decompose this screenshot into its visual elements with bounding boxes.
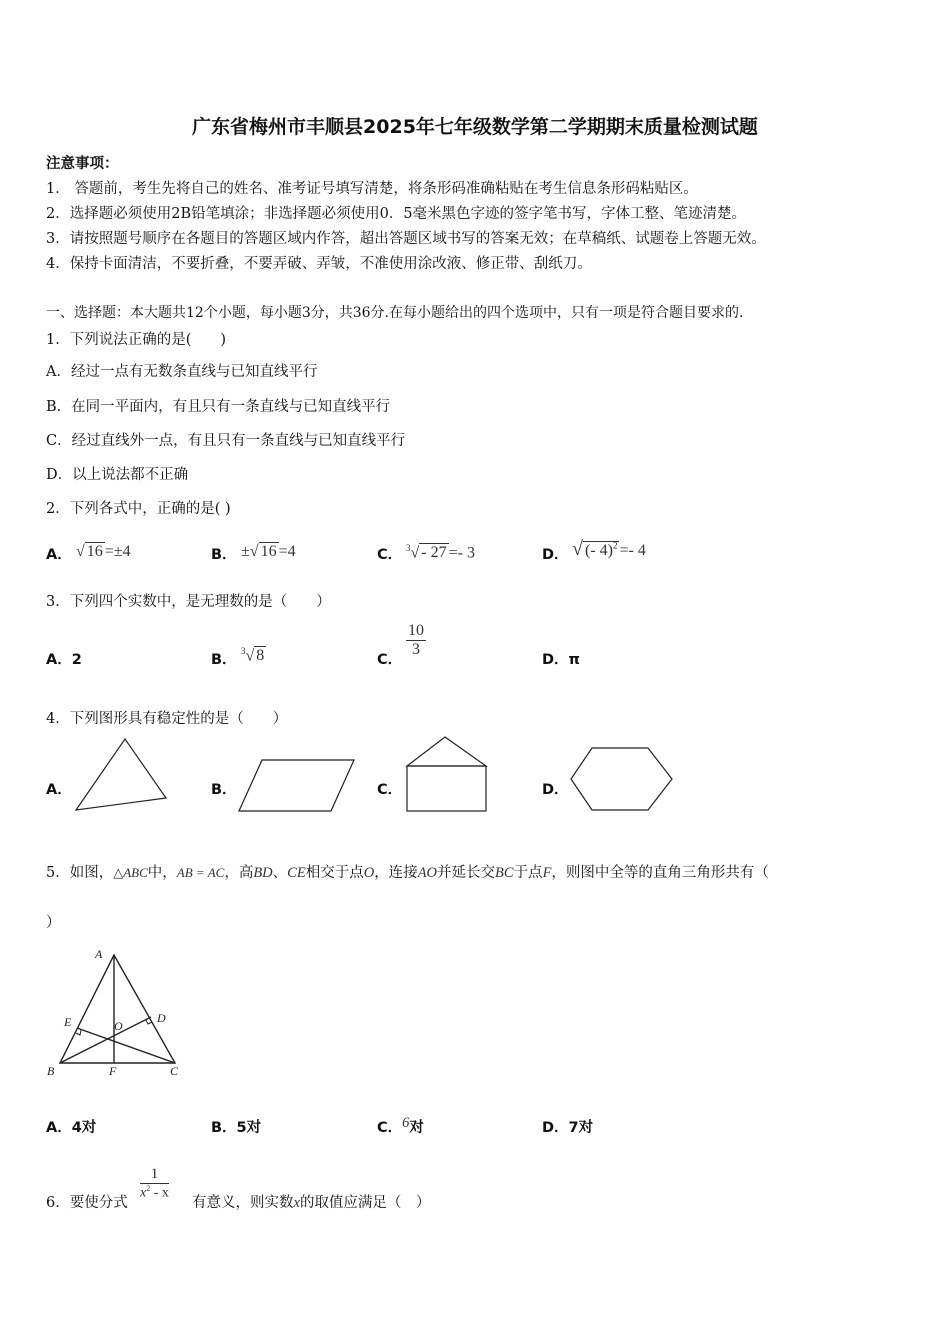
q4-option-c-label: C．: [377, 782, 403, 798]
q2-option-d-label: D．: [542, 547, 569, 563]
q5-option-b: B．5对: [211, 1120, 262, 1136]
q5-option-d: D．7对: [542, 1120, 594, 1136]
triangle-figure: [72, 736, 172, 816]
q5-stem: 5．如图，△ABC中，AB = AC，高BD、CE相交于点O，连接AO并延长交BC于点F，则图中全等的直角三角形共有（: [46, 865, 769, 881]
notice-item: 3．请按照题号顺序在各题目的答题区域内作答，超出答题区域书写的答案无效；在草稿纸、试题卷上答题无效。: [46, 231, 766, 247]
q4-option-a-label: A．: [46, 782, 72, 798]
q2-option-b-label: B．: [211, 547, 237, 563]
q3-option-a: A．2: [46, 652, 82, 668]
house-figure: [404, 735, 492, 815]
q2-option-a-expr: √ 16 =±4: [76, 543, 131, 560]
q4-stem: 4．下列图形具有稳定性的是（ ）: [46, 711, 288, 727]
notice-item: 2．选择题必须使用2B铅笔填涂；非选择题必须使用0．5毫米黑色字迹的签字笔书写，字体工整、笔迹清楚。: [46, 206, 747, 222]
q1-option-a: A．经过一点有无数条直线与已知直线平行: [46, 364, 318, 380]
q5-triangle-figure: [44, 944, 184, 1080]
sqrt-icon: √: [572, 538, 583, 560]
sqrt-icon: √: [76, 543, 85, 560]
q6-stem-rest: 有意义，则实数x的取值应满足（ ）: [192, 1195, 431, 1211]
q5-option-c: C．6对: [377, 1115, 424, 1136]
q4-option-b-label: B．: [211, 782, 237, 798]
q5-option-a: A．4对: [46, 1120, 97, 1136]
label-d: D: [157, 1011, 166, 1025]
q4-option-d-label: D．: [542, 782, 569, 798]
q1-option-c: C．经过直线外一点，有且只有一条直线与已知直线平行: [46, 433, 406, 449]
sqrt-icon: √: [249, 543, 259, 560]
q6-fraction: $\frac{1}{x^2 - x}$: [140, 1166, 169, 1201]
q2-option-d-expr: √ (- 4)$^2$ =- 4: [572, 538, 646, 560]
q1-option-b: B．在同一平面内，有且只有一条直线与已知直线平行: [46, 399, 391, 415]
parallelogram-figure: [236, 758, 358, 814]
q2-option-c-expr: $^3$√ - 27 =- 3: [406, 543, 475, 562]
q3-option-c-expr: $\frac{10}{3}$: [408, 622, 424, 658]
label-b: B: [47, 1064, 55, 1078]
q6-stem-pre: 6．要使分式: [46, 1195, 128, 1211]
section-heading: 一、选择题：本大题共12个小题，每小题3分，共36分.在每小题给出的四个选项中，只有一项是符合题目要求的.: [46, 305, 744, 321]
label-o: O: [114, 1019, 123, 1033]
notice-heading: 注意事项：: [46, 155, 119, 172]
hexagon-figure: [568, 746, 676, 814]
label-a: A: [95, 947, 103, 961]
label-c: C: [170, 1064, 179, 1078]
page-title: 广东省梅州市丰顺县2025年七年级数学第二学期期末质量检测试题: [192, 116, 758, 138]
q3-stem: 3．下列四个实数中，是无理数的是（ ）: [46, 594, 331, 610]
q1-stem: 1．下列说法正确的是( ): [46, 332, 227, 348]
q2-option-c-label: C．: [377, 547, 403, 563]
q2-option-a-label: A．: [46, 547, 72, 563]
label-f: F: [109, 1064, 117, 1078]
q3-option-b-label: B．: [211, 652, 237, 668]
label-e: E: [64, 1015, 72, 1029]
q3-option-b-expr: $^3$√ 8: [241, 646, 265, 665]
q3-option-d: D．π: [542, 652, 581, 668]
q5-stem-end: ）: [46, 915, 61, 931]
notice-item: 4．保持卡面清洁，不要折叠，不要弄破、弄皱，不准使用涂改液、修正带、刮纸刀。: [46, 256, 592, 272]
q3-option-c-label: C．: [377, 652, 403, 668]
q2-stem: 2．下列各式中，正确的是( ): [46, 501, 231, 517]
sqrt-icon: √: [410, 544, 420, 562]
sqrt-icon: √: [245, 647, 255, 665]
notice-item: 1． 答题前，考生先将自己的姓名、准考证号填写清楚，将条形码准确粘贴在考生信息条形码粘贴区。: [46, 181, 698, 197]
q1-option-d: D．以上说法都不正确: [46, 467, 189, 483]
q2-option-b-expr: ±√ 16 =4: [241, 543, 296, 560]
